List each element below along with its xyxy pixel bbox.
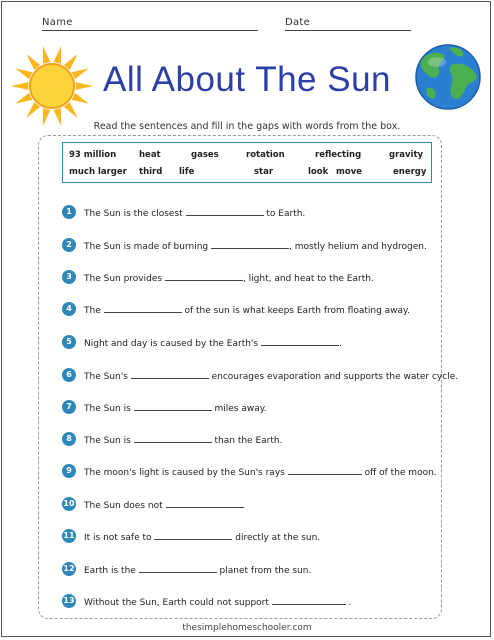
question-text: , mostly helium and hydrogen. bbox=[289, 242, 427, 252]
question-number: 10 bbox=[62, 497, 76, 511]
question-text: The bbox=[84, 306, 104, 316]
question-number: 9 bbox=[62, 464, 76, 478]
question-2 bbox=[62, 236, 482, 252]
question-text: The Sun is made of burning bbox=[84, 242, 212, 252]
question-text: planet from the sun. bbox=[216, 566, 312, 576]
word-bank-item: gravity bbox=[389, 150, 424, 160]
question-text: It is not safe to bbox=[84, 533, 155, 543]
word-bank-item: heat bbox=[139, 150, 161, 160]
word-bank-item: reflecting bbox=[315, 150, 362, 160]
question-13 bbox=[62, 592, 482, 608]
question-text: directly at the sun. bbox=[232, 533, 321, 543]
question-text: than the Earth. bbox=[211, 436, 283, 446]
question-7 bbox=[62, 398, 482, 414]
question-6 bbox=[62, 366, 482, 382]
question-text: of the sun is what keeps Earth from floating away. bbox=[181, 306, 410, 316]
word-bank-item: rotation bbox=[246, 150, 285, 160]
question-text: The Sun's bbox=[84, 372, 131, 382]
word-bank-item: star bbox=[254, 167, 274, 177]
instructions: Read the sentences and fill in the gaps with words from the box. bbox=[93, 121, 401, 132]
question-number: 7 bbox=[62, 400, 76, 414]
word-bank-item: life bbox=[179, 167, 195, 177]
question-text: . bbox=[338, 339, 342, 349]
date-line bbox=[285, 30, 411, 31]
question-text: The Sun provides bbox=[84, 274, 165, 284]
question-text: , light, and heat to the Earth. bbox=[242, 274, 374, 284]
question-text: encourages evaporation and supports the water cycle. bbox=[208, 372, 459, 382]
question-number: 6 bbox=[62, 368, 76, 382]
question-text: The Sun is the closest bbox=[84, 209, 186, 219]
question-number: 2 bbox=[62, 238, 76, 252]
answer-blank[interactable] bbox=[272, 595, 346, 605]
question-12 bbox=[62, 560, 482, 576]
date-label: Date bbox=[285, 17, 311, 28]
sun-ray bbox=[64, 102, 78, 118]
question-number: 12 bbox=[62, 562, 76, 576]
question-number: 11 bbox=[62, 529, 76, 543]
answer-blank[interactable] bbox=[186, 206, 264, 216]
question-8 bbox=[62, 430, 482, 446]
word-bank-item: 93 million bbox=[69, 150, 117, 160]
answer-blank[interactable] bbox=[139, 563, 217, 573]
word-bank-item: energy bbox=[393, 167, 427, 177]
question-3 bbox=[62, 268, 482, 284]
question-text: Without the Sun, Earth could not support bbox=[84, 598, 272, 608]
word-bank-item: gases bbox=[191, 150, 219, 160]
question-text: The moon's light is caused by the Sun's rays bbox=[84, 468, 288, 478]
answer-blank[interactable] bbox=[134, 401, 212, 411]
answer-blank[interactable] bbox=[166, 498, 244, 508]
name-label: Name bbox=[42, 17, 73, 28]
question-text: The Sun is bbox=[84, 404, 134, 414]
question-text: to Earth. bbox=[263, 209, 306, 219]
word-bank bbox=[62, 142, 432, 183]
question-text: Earth is the bbox=[84, 566, 139, 576]
footer-website: thesimplehomeschooler.com bbox=[182, 623, 312, 633]
word-bank-item: look bbox=[308, 167, 329, 177]
word-bank-item: move bbox=[336, 167, 363, 177]
answer-blank[interactable] bbox=[165, 271, 243, 281]
question-number: 3 bbox=[62, 270, 76, 284]
answer-blank[interactable] bbox=[131, 369, 209, 379]
question-number: 4 bbox=[62, 302, 76, 316]
answer-blank[interactable] bbox=[211, 239, 289, 249]
question-11 bbox=[62, 527, 482, 543]
word-bank-item: much larger bbox=[69, 167, 127, 177]
question-text: . bbox=[345, 598, 352, 608]
question-1 bbox=[62, 203, 482, 219]
question-text: off of the moon. bbox=[361, 468, 437, 478]
answer-blank[interactable] bbox=[154, 530, 232, 540]
question-9 bbox=[62, 462, 482, 478]
question-number: 5 bbox=[62, 335, 76, 349]
word-bank-item: third bbox=[139, 167, 163, 177]
question-number: 13 bbox=[62, 594, 76, 608]
answer-blank[interactable] bbox=[288, 465, 362, 475]
question-text: The Sun does not bbox=[84, 501, 166, 511]
answer-blank[interactable] bbox=[261, 336, 339, 346]
question-4 bbox=[62, 300, 482, 316]
question-number: 8 bbox=[62, 432, 76, 446]
answer-blank[interactable] bbox=[134, 433, 212, 443]
answer-blank[interactable] bbox=[104, 303, 182, 313]
question-text: The Sun is bbox=[84, 436, 134, 446]
sun-ray bbox=[26, 102, 40, 118]
question-10 bbox=[62, 495, 482, 511]
name-line bbox=[42, 30, 258, 31]
question-number: 1 bbox=[62, 205, 76, 219]
worksheet-title: All About The Sun bbox=[102, 60, 392, 99]
question-5 bbox=[62, 333, 482, 349]
question-text: miles away. bbox=[211, 404, 267, 414]
question-text: Night and day is caused by the Earth's bbox=[84, 339, 261, 349]
